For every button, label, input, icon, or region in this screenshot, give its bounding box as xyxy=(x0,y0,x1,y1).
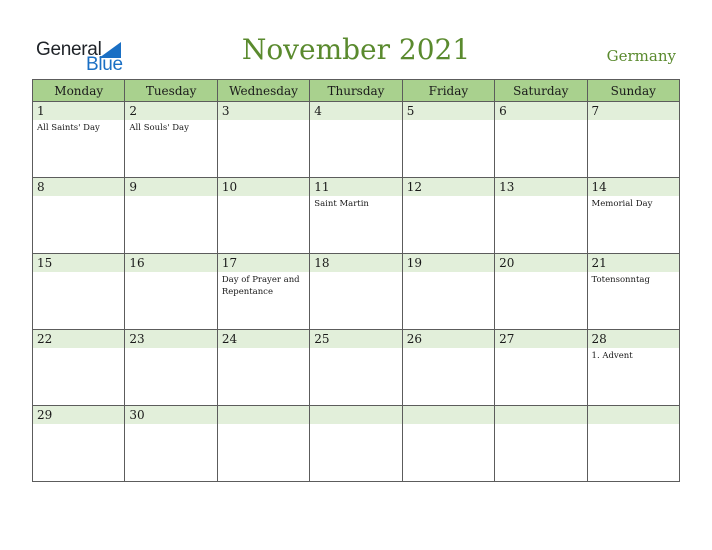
day-number: 26 xyxy=(403,330,494,348)
day-cell[interactable] xyxy=(495,254,587,330)
holiday-label xyxy=(33,196,124,198)
day-cell[interactable] xyxy=(125,178,217,254)
day-number: 9 xyxy=(125,178,216,196)
month-calendar xyxy=(32,79,680,482)
day-cell[interactable] xyxy=(587,178,679,254)
day-number xyxy=(218,406,309,424)
day-cell[interactable] xyxy=(33,406,125,482)
holiday-label xyxy=(403,120,494,122)
day-number: 17 xyxy=(218,254,309,272)
holiday-label xyxy=(495,196,586,198)
day-cell[interactable] xyxy=(402,102,494,178)
weekday-header-friday: Friday xyxy=(402,80,494,102)
day-cell[interactable] xyxy=(310,254,402,330)
holiday-label: Memorial Day xyxy=(591,199,653,209)
day-number: 14 xyxy=(588,178,679,196)
day-number xyxy=(310,406,401,424)
holiday-label xyxy=(125,348,216,350)
holiday-label xyxy=(403,424,494,426)
day-cell[interactable] xyxy=(402,330,494,406)
weekday-header-monday: Monday xyxy=(33,80,125,102)
day-cell[interactable] xyxy=(33,254,125,330)
week-row xyxy=(33,102,680,178)
holiday-label xyxy=(218,424,309,426)
holiday-label: Saint Martin xyxy=(314,199,369,209)
day-number: 1 xyxy=(33,102,124,120)
day-number: 25 xyxy=(310,330,401,348)
week-row xyxy=(33,254,680,330)
holiday-label: Day of Prayer and Repentance xyxy=(221,275,300,297)
day-number: 5 xyxy=(403,102,494,120)
day-cell[interactable] xyxy=(495,406,587,482)
day-number: 7 xyxy=(588,102,679,120)
day-number: 15 xyxy=(33,254,124,272)
day-number: 11 xyxy=(310,178,401,196)
day-cell[interactable] xyxy=(587,406,679,482)
holiday-label xyxy=(218,120,309,122)
day-cell[interactable] xyxy=(495,102,587,178)
day-cell[interactable] xyxy=(125,254,217,330)
holiday-label xyxy=(495,348,586,350)
holiday-label xyxy=(310,424,401,426)
logo-text-blue: Blue xyxy=(86,54,123,75)
day-number: 21 xyxy=(588,254,679,272)
day-number: 20 xyxy=(495,254,586,272)
day-number xyxy=(495,406,586,424)
day-number: 10 xyxy=(218,178,309,196)
day-cell[interactable] xyxy=(310,406,402,482)
week-row xyxy=(33,330,680,406)
day-cell[interactable] xyxy=(310,102,402,178)
day-cell[interactable] xyxy=(587,330,679,406)
holiday-label xyxy=(218,196,309,198)
country-label: Germany xyxy=(606,47,676,65)
holiday-label xyxy=(310,272,401,274)
weekday-header-thursday: Thursday xyxy=(310,80,402,102)
day-number: 22 xyxy=(33,330,124,348)
day-cell[interactable] xyxy=(33,330,125,406)
weekday-header-tuesday: Tuesday xyxy=(125,80,217,102)
day-number: 19 xyxy=(403,254,494,272)
logo-text-general: General xyxy=(36,39,102,60)
holiday-label xyxy=(218,348,309,350)
day-number: 12 xyxy=(403,178,494,196)
day-cell[interactable] xyxy=(310,178,402,254)
day-cell[interactable] xyxy=(495,330,587,406)
holiday-label: All Saints' Day xyxy=(37,123,100,133)
day-number: 24 xyxy=(218,330,309,348)
day-cell[interactable] xyxy=(125,102,217,178)
day-number: 23 xyxy=(125,330,216,348)
holiday-label xyxy=(495,120,586,122)
day-number: 27 xyxy=(495,330,586,348)
day-cell[interactable] xyxy=(217,254,309,330)
weekday-header-saturday: Saturday xyxy=(495,80,587,102)
day-number: 8 xyxy=(33,178,124,196)
week-row xyxy=(33,178,680,254)
day-number: 2 xyxy=(125,102,216,120)
week-row xyxy=(33,406,680,482)
holiday-label xyxy=(33,272,124,274)
day-number: 4 xyxy=(310,102,401,120)
holiday-label xyxy=(125,272,216,274)
holiday-label xyxy=(588,424,679,426)
holiday-label xyxy=(495,272,586,274)
day-cell[interactable] xyxy=(217,330,309,406)
day-number xyxy=(403,406,494,424)
day-cell[interactable] xyxy=(125,330,217,406)
holiday-label xyxy=(403,272,494,274)
day-cell[interactable] xyxy=(217,178,309,254)
day-cell[interactable] xyxy=(402,406,494,482)
day-cell[interactable] xyxy=(217,406,309,482)
holiday-label xyxy=(125,424,216,426)
weekday-header-sunday: Sunday xyxy=(587,80,679,102)
day-number: 6 xyxy=(495,102,586,120)
weekday-header-wednesday: Wednesday xyxy=(217,80,309,102)
day-number: 18 xyxy=(310,254,401,272)
holiday-label xyxy=(403,196,494,198)
day-cell[interactable] xyxy=(402,254,494,330)
holiday-label xyxy=(33,424,124,426)
day-number: 16 xyxy=(125,254,216,272)
day-number: 3 xyxy=(218,102,309,120)
day-cell[interactable] xyxy=(33,178,125,254)
day-cell[interactable] xyxy=(402,178,494,254)
holiday-label xyxy=(310,348,401,350)
day-cell[interactable] xyxy=(495,178,587,254)
day-cell[interactable] xyxy=(33,102,125,178)
day-number: 28 xyxy=(588,330,679,348)
holiday-label xyxy=(125,196,216,198)
day-cell[interactable] xyxy=(125,406,217,482)
calendar-title: November 2021 xyxy=(241,33,471,66)
holiday-label xyxy=(495,424,586,426)
holiday-label: 1. Advent xyxy=(591,351,633,361)
day-cell[interactable] xyxy=(587,254,679,330)
day-number: 29 xyxy=(33,406,124,424)
day-number xyxy=(588,406,679,424)
day-cell[interactable] xyxy=(310,330,402,406)
holiday-label: Totensonntag xyxy=(591,275,650,285)
day-number: 13 xyxy=(495,178,586,196)
weekday-header-row xyxy=(33,80,680,102)
holiday-label: All Souls' Day xyxy=(129,123,189,133)
holiday-label xyxy=(310,120,401,122)
holiday-label xyxy=(403,348,494,350)
holiday-label xyxy=(588,120,679,122)
holiday-label xyxy=(33,348,124,350)
day-number: 30 xyxy=(125,406,216,424)
day-cell[interactable] xyxy=(217,102,309,178)
day-cell[interactable] xyxy=(587,102,679,178)
calendar-body xyxy=(33,102,680,482)
